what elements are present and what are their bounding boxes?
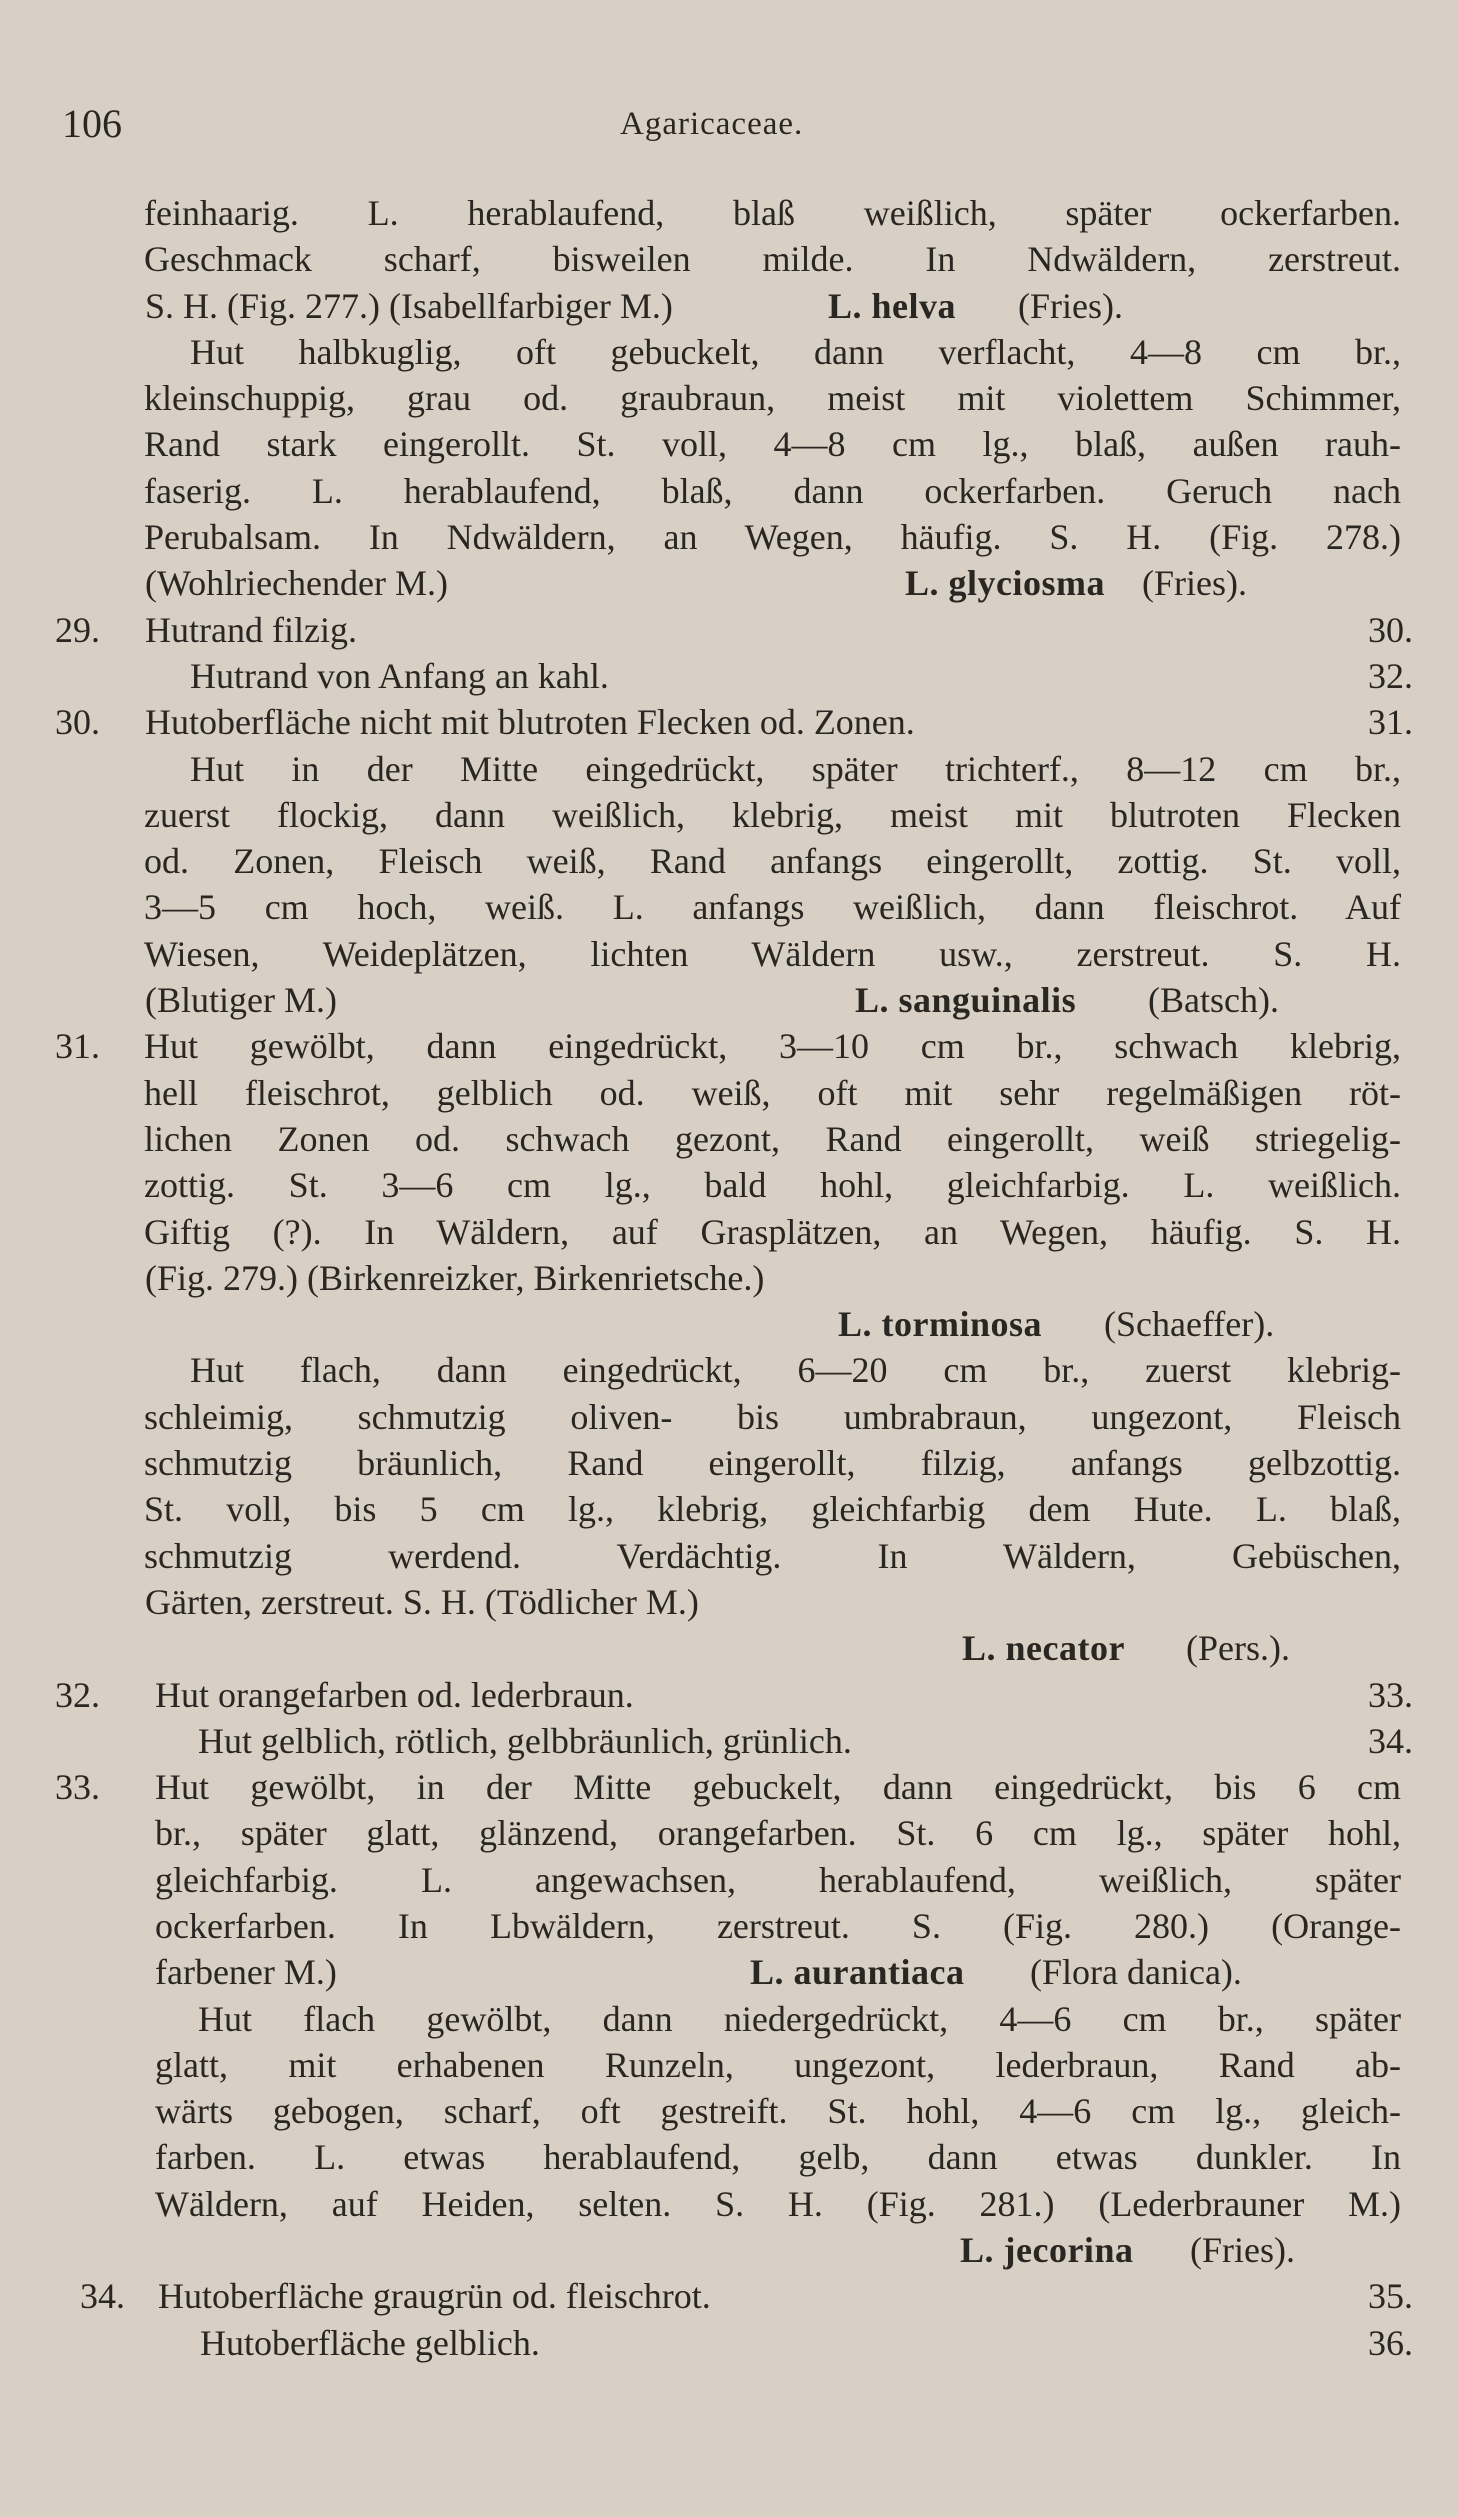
text-line: od. Zonen, Fleisch weiß, Rand anfangs eingerollt, zottig. St. voll, <box>144 841 1401 882</box>
text-line: Hut flach, dann eingedrückt, 6—20 cm br., zuerst klebrig- <box>190 1350 1401 1391</box>
text-line: farbener M.) L. aurantiaca (Flora danica). <box>0 1949 1458 1995</box>
species-name: L. aurantiaca <box>750 1952 965 1993</box>
text-line: ockerfarben. In Lbwäldern, zerstreut. S. (Fig. 280.) (Orange- <box>155 1905 1401 1946</box>
lead-reference: 30. <box>1368 609 1413 650</box>
text-line: faserig. L. herablaufend, blaß, dann ockerfarben. Geruch nach <box>144 470 1401 511</box>
key-entry: 32. Hut orangefarben od. lederbraun. 33. <box>0 1672 1458 1718</box>
key-entry: 33. Hut gewölbt, in der Mitte gebuckelt, dann eingedrückt, bis 6 cm <box>0 1764 1458 1810</box>
key-entry: Hut gelblich, rötlich, gelbbräunlich, grünlich. 34. <box>0 1718 1458 1764</box>
key-entry: 34. Hutoberfläche graugrün od. fleischrot. 35. <box>0 2273 1458 2319</box>
couplet-number: 31. <box>55 1026 100 1067</box>
species-name: L. jecorina <box>960 2230 1134 2271</box>
text-line: Wäldern, auf Heiden, selten. S. H. (Fig. 281.) (Lederbrauner M.) <box>155 2183 1401 2224</box>
text-line: Perubalsam. In Ndwäldern, an Wegen, häufig. S. H. (Fig. 278.) <box>144 517 1401 558</box>
text-line: Hut flach gewölbt, dann niedergedrückt, 4—6 cm br., später <box>198 1998 1401 2039</box>
text-line: 3—5 cm hoch, weiß. L. anfangs weißlich, dann fleischrot. Auf <box>144 887 1401 928</box>
species-name: L. torminosa <box>838 1304 1042 1345</box>
text-line: St. voll, bis 5 cm lg., klebrig, gleichfarbig dem Hute. L. blaß, <box>144 1489 1401 1530</box>
lead-reference: 32. <box>1368 655 1413 696</box>
text-line: hell fleischrot, gelblich od. weiß, oft mit sehr regelmäßigen röt- <box>144 1072 1401 1113</box>
text-line: Wiesen, Weideplätzen, lichten Wäldern usw., zerstreut. S. H. <box>144 933 1401 974</box>
text-line: zuerst flockig, dann weißlich, klebrig, meist mit blutroten Flecken <box>144 794 1401 835</box>
text-line: L. jecorina (Fries). <box>0 2227 1458 2273</box>
species-name: L. glyciosma <box>905 563 1105 604</box>
text-line: kleinschuppig, grau od. graubraun, meist mit violettem Schimmer, <box>144 378 1401 419</box>
text-line: br., später glatt, glänzend, orangefarben. St. 6 cm lg., später hohl, <box>155 1813 1401 1854</box>
text-line: lichen Zonen od. schwach gezont, Rand eingerollt, weiß striegelig- <box>144 1118 1401 1159</box>
text-line: gleichfarbig. L. angewachsen, herablaufend, weißlich, später <box>155 1859 1401 1900</box>
lead-reference: 35. <box>1368 2276 1413 2317</box>
lead-reference: 33. <box>1368 1674 1413 1715</box>
lead-reference: 31. <box>1368 702 1413 743</box>
text-line: zottig. St. 3—6 cm lg., bald hohl, gleichfarbig. L. weißlich. <box>144 1165 1401 1206</box>
species-name: L. sanguinalis <box>855 980 1077 1021</box>
text-line: schleimig, schmutzig oliven- bis umbrabraun, ungezont, Fleisch <box>144 1396 1401 1437</box>
text-line: farben. L. etwas herablaufend, gelb, dann etwas dunkler. In <box>155 2137 1401 2178</box>
species-name: L. helva <box>828 285 957 326</box>
couplet-number: 32. <box>55 1674 100 1715</box>
text-line: Giftig (?). In Wäldern, auf Grasplätzen, an Wegen, häufig. S. H. <box>144 1211 1401 1252</box>
text-line: L. necator (Pers.). <box>0 1625 1458 1671</box>
text-line: (Blutiger M.) L. sanguinalis (Batsch). <box>0 977 1458 1023</box>
couplet-number: 30. <box>55 702 100 743</box>
text-line: Hut in der Mitte eingedrückt, später trichterf., 8—12 cm br., <box>190 748 1401 789</box>
key-entry: 31. Hut gewölbt, dann eingedrückt, 3—10 cm br., schwach klebrig, <box>0 1023 1458 1069</box>
key-entry: 29. Hutrand filzig. 30. <box>0 607 1458 653</box>
text-line: Gärten, zerstreut. S. H. (Tödlicher M.) <box>145 1581 699 1622</box>
text-line: L. torminosa (Schaeffer). <box>0 1301 1458 1347</box>
text-line: (Wohlriechender M.) L. glyciosma (Fries). <box>0 560 1458 606</box>
text-line: feinhaarig. L. herablaufend, blaß weißlich, später ockerfarben. <box>144 193 1401 233</box>
text-line: Rand stark eingerollt. St. voll, 4—8 cm lg., blaß, außen rauh- <box>144 424 1401 465</box>
text-line: S. H. (Fig. 277.) (Isabellfarbiger M.) L. helva (Fries). <box>0 283 1458 329</box>
text-line: glatt, mit erhabenen Runzeln, ungezont, lederbraun, Rand ab- <box>155 2044 1401 2085</box>
text-line: Hut halbkuglig, oft gebuckelt, dann verflacht, 4—8 cm br., <box>190 331 1401 372</box>
couplet-number: 29. <box>55 609 100 650</box>
text-line: wärts gebogen, scharf, oft gestreift. St. hohl, 4—6 cm lg., gleich- <box>155 2091 1401 2132</box>
couplet-number: 34. <box>80 2276 125 2317</box>
lead-reference: 36. <box>1368 2322 1413 2363</box>
key-entry: Hutrand von Anfang an kahl. 32. <box>0 653 1458 699</box>
text-line: schmutzig bräunlich, Rand eingerollt, filzig, anfangs gelbzottig. <box>144 1443 1401 1484</box>
key-entry: Hutoberfläche gelblich. 36. <box>0 2320 1458 2366</box>
key-entry: 30. Hutoberfläche nicht mit blutroten Flecken od. Zonen. 31. <box>0 699 1458 745</box>
lead-reference: 34. <box>1368 1720 1413 1761</box>
page-body <box>0 190 1458 2366</box>
text-line: schmutzig werdend. Verdächtig. In Wäldern, Gebüschen, <box>144 1535 1401 1576</box>
running-title: Agaricaceae. <box>620 106 804 142</box>
text-line: (Fig. 279.) (Birkenreizker, Birkenrietsche.) <box>145 1257 765 1298</box>
couplet-number: 33. <box>55 1767 100 1808</box>
text-line: Geschmack scharf, bisweilen milde. In Ndwäldern, zerstreut. <box>144 239 1401 280</box>
species-name: L. necator <box>962 1628 1125 1669</box>
page-number: 106 <box>62 101 122 146</box>
